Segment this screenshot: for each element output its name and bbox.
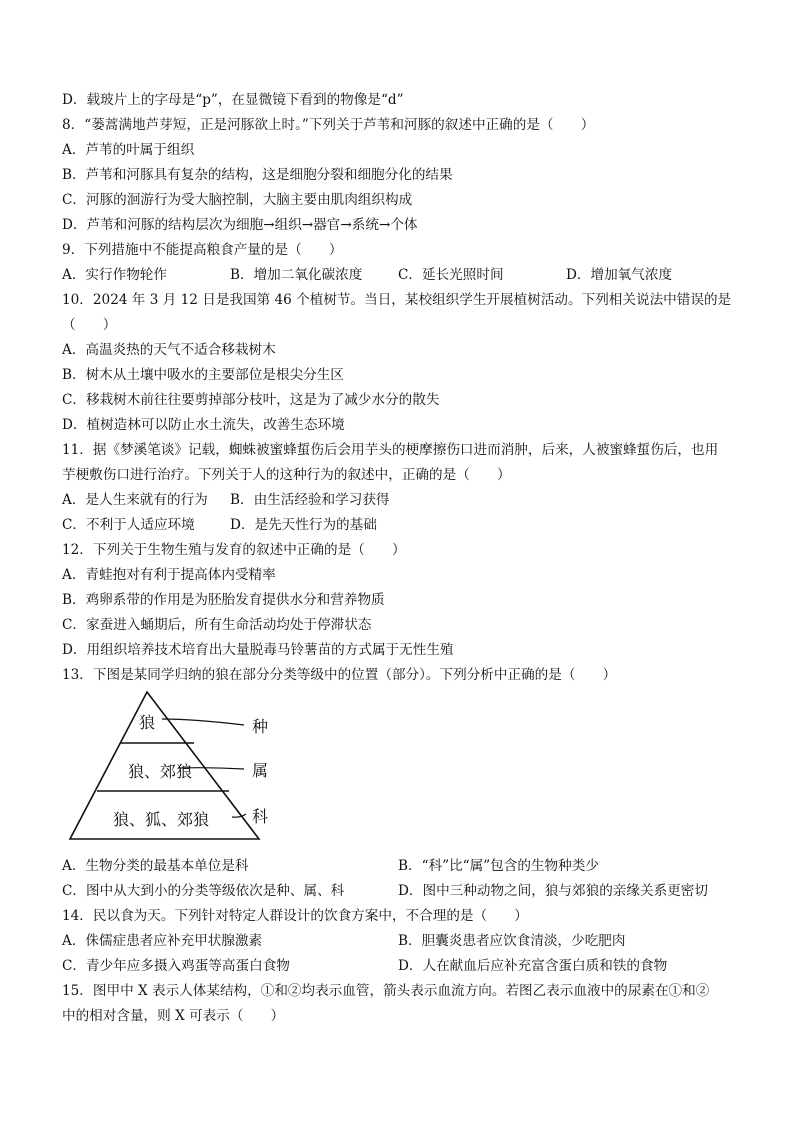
q12-option-c: C．家蚕进入蛹期后，所有生命活动均处于停滞状态	[62, 617, 372, 633]
q9-option-a: A．实行作物轮作	[62, 267, 167, 283]
q8-stem: 8．“蒌蒿满地芦芽短，正是河豚欲上时。”下列关于芦苇和河豚的叙述中正确的是（ ）	[62, 117, 595, 133]
q9-option-b: B．增加二氧化碳浓度	[230, 267, 363, 283]
q12-option-d: D．用组织培养技术培育出大量脱毒马铃薯苗的方式属于无性生殖	[62, 642, 454, 658]
pyramid-level-genus: 狼、郊狼	[127, 762, 193, 781]
pyramid-level-family: 狼、狐、郊狼	[112, 810, 210, 829]
q10-option-b: B．树木从土壤中吸水的主要部位是根尖分生区	[62, 367, 344, 383]
q12-stem: 12．下列关于生物生殖与发育的叙述中正确的是（ ）	[62, 542, 406, 558]
q10-option-d: D．植树造林可以防止水土流失，改善生态环境	[62, 417, 345, 433]
q14-option-b: B．胆囊炎患者应饮食清淡，少吃肥肉	[398, 933, 626, 949]
q14-stem: 14．民以食为天。下列针对特定人群设计的饮食方案中，不合理的是（ ）	[62, 908, 528, 924]
q15-stem: 15．图甲中 X 表示人体某结构，①和②均表示血管，箭头表示血流方向。若图乙表示血液中的尿素在①和②	[62, 983, 710, 999]
q11-option-b: B．由生活经验和学习获得	[230, 492, 390, 508]
q14-option-c: C．青少年应多摄入鸡蛋等高蛋白食物	[62, 958, 290, 974]
q11-option-d: D．是先天性行为的基础	[230, 517, 377, 533]
q8-option-c: C．河豚的洄游行为受大脑控制，大脑主要由肌肉组织构成	[62, 192, 413, 208]
q15-stem-cont: 中的相对含量，则 X 可表示（ ）	[62, 1008, 285, 1024]
q13-option-c: C．图中从大到小的分类等级依次是种、属、科	[62, 883, 345, 899]
q8-option-d: D．芦苇和河豚的结构层次为细胞→组织→器官→系统→个体	[62, 217, 418, 233]
q9-stem: 9．下列措施中不能提高粮食产量的是（ ）	[62, 242, 343, 258]
pointer-line	[162, 719, 244, 725]
pyramid-level-species: 狼	[138, 713, 156, 732]
rank-label-genus: 属	[252, 761, 269, 780]
q11-stem: 11．据《梦溪笔谈》记载，蜘蛛被蜜蜂蜇伤后会用芋头的梗摩擦伤口进而消肿，后来，人被蜜蜂蜇伤后，也用	[62, 442, 719, 458]
q8-option-b: B．芦苇和河豚具有复杂的结构，这是细胞分裂和细胞分化的结果	[62, 167, 453, 183]
q14-option-d: D．人在献血后应补充富含蛋白质和铁的食物	[398, 958, 668, 974]
pointer-line	[232, 814, 246, 817]
q11-option-a: A．是人生来就有的行为	[62, 492, 208, 508]
rank-label-species: 种	[252, 717, 269, 736]
q11-stem-cont: 芋梗敷伤口进行治疗。下列关于人的这种行为的叙述中，正确的是（ ）	[62, 467, 511, 483]
rank-label-family: 科	[252, 807, 269, 826]
q10-option-c: C．移栽树木前往往要剪掉部分枝叶，这是为了减少水分的散失	[62, 392, 440, 408]
q11-option-c: C．不利于人适应环境	[62, 517, 195, 533]
q9-option-d: D．增加氧气浓度	[566, 267, 673, 283]
q14-option-a: A．侏儒症患者应补充甲状腺激素	[62, 933, 263, 949]
q8-option-a: A．芦苇的叶属于组织	[62, 142, 195, 158]
q12-option-a: A．青蛙抱对有利于提高体内受精率	[62, 567, 276, 583]
q10-option-a: A．高温炎热的天气不适合移栽树木	[62, 342, 276, 358]
q7-option-d: D．载玻片上的字母是“p”，在显微镜下看到的物像是“d”	[62, 92, 404, 108]
q13-option-b: B．“科”比“属”包含的生物种类少	[398, 858, 599, 874]
q13-option-a: A．生物分类的最基本单位是科	[62, 858, 249, 874]
taxonomy-pyramid-diagram	[62, 688, 292, 848]
q10-stem: 10．2024 年 3 月 12 日是我国第 46 个植树节。当日，某校组织学生开展植树活动。下列相关说法中错误的是	[62, 292, 732, 308]
q12-option-b: B．鸡卵系带的作用是为胚胎发育提供水分和营养物质	[62, 592, 385, 608]
q9-option-c: C．延长光照时间	[398, 267, 504, 283]
q10-stem-cont: （ ）	[62, 317, 117, 333]
q13-option-d: D．图中三种动物之间，狼与郊狼的亲缘关系更密切	[398, 883, 708, 899]
q13-stem: 13．下图是某同学归纳的狼在部分分类等级中的位置（部分）。下列分析中正确的是（ ）	[62, 667, 617, 683]
